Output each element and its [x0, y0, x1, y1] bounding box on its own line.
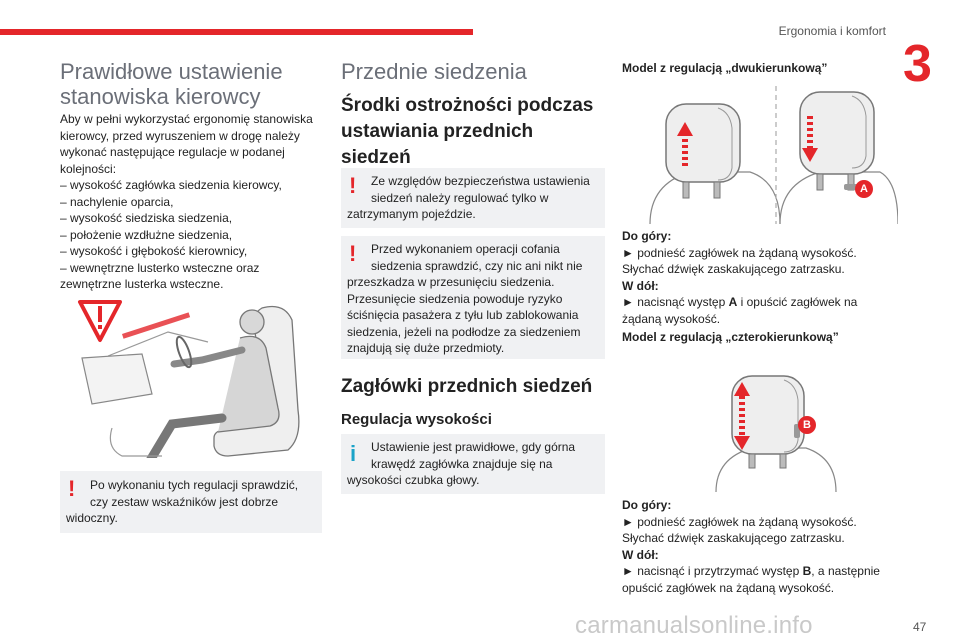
model-two-way-title: Model z regulacją „dwukierunkową” — [622, 61, 828, 75]
info-icon: i — [350, 441, 357, 466]
warning-icon: ! — [349, 241, 357, 266]
driver-position-illustration — [72, 298, 312, 458]
warning-icon: ! — [68, 476, 76, 501]
warning-note-stationary: ! Ze względów bezpieczeństwa ustawienia siedzeń należy regulować tylko w zatrzymanym pojeździe. — [341, 168, 605, 228]
section-heading-front-seats: Przednie siedzenia — [341, 59, 527, 84]
info-note-headrest-height: i Ustawienie jest prawidłowe, gdy górna krawędź zagłówka znajduje się na wysokości czubka głowy. — [341, 434, 605, 494]
four-way-headrest-illustration — [714, 366, 838, 492]
section-heading: Prawidłowe ustawienie stanowiska kierowcy — [60, 59, 283, 109]
chapter-number: 3 — [903, 35, 932, 93]
warning-note-instruments: ! Po wykonaniu tych regulacji sprawdzić, czy zestaw wskaźników jest dobrze widoczny. — [60, 471, 322, 533]
four-way-instructions: Do góry: ► podnieść zagłówek na żądaną wysokość. Słychać dźwięk zaskakującego zatrzasku. W dół: ► nacisnąć i przytrzymać występ B, a następnie opuścić zagłówek na żądaną wysokość. — [622, 498, 880, 595]
section-title: Ergonomia i komfort — [778, 24, 886, 38]
intro-paragraph: Aby w pełni wykorzystać ergonomię stanowiska kierowcy, przed wyruszeniem w drogę należy wykonać następujące regulacje w podanej kolejności: – wysokość zagłówka siedzenia kierowcy, – nachylenie oparcia, – wysokość siedziska siedzenia, – położenie wzdłużne siedzenia, – wysokość i głębokość kierownicy, – wewnętrzne lusterko wsteczne oraz zewnętrzne lusterka wsteczne. — [60, 112, 313, 291]
two-way-instructions: Do góry: ► podnieść zagłówek na żądaną wysokość. Słychać dźwięk zaskakującego zatrzasku. W dół: ► nacisnąć występ A i opuścić zagłówek na żądaną wysokość. — [622, 229, 858, 326]
subheading-height-adjustment: Regulacja wysokości — [341, 411, 492, 428]
heading-precautions: Środki ostrożności podczas ustawiania przednich siedzeń — [341, 95, 594, 168]
warning-note-rear-movement: ! Przed wykonaniem operacji cofania siedzenia sprawdzić, czy nic ani nikt nie przeszkadza w przesunięciu siedzenia. Przesunięcie siedzenia powoduje ryzyko ściśnięcia pasażera z tyłu lub zablokowania siedzenia, jeżeli na podłodze za siedzeniem znajdują się duże przedmioty. — [341, 236, 605, 359]
warning-icon: ! — [349, 173, 357, 198]
label-a-badge: A — [855, 180, 873, 198]
label-b-badge: B — [798, 416, 816, 434]
heading-headrests: Zagłówki przednich siedzeń — [341, 376, 593, 397]
watermark-url: carmanualsonline.info — [575, 612, 813, 639]
two-way-headrest-illustration — [648, 86, 898, 224]
model-four-way-title: Model z regulacją „czterokierunkową” — [622, 330, 839, 344]
page-number: 47 — [913, 620, 927, 634]
header-accent-bar — [0, 29, 473, 35]
